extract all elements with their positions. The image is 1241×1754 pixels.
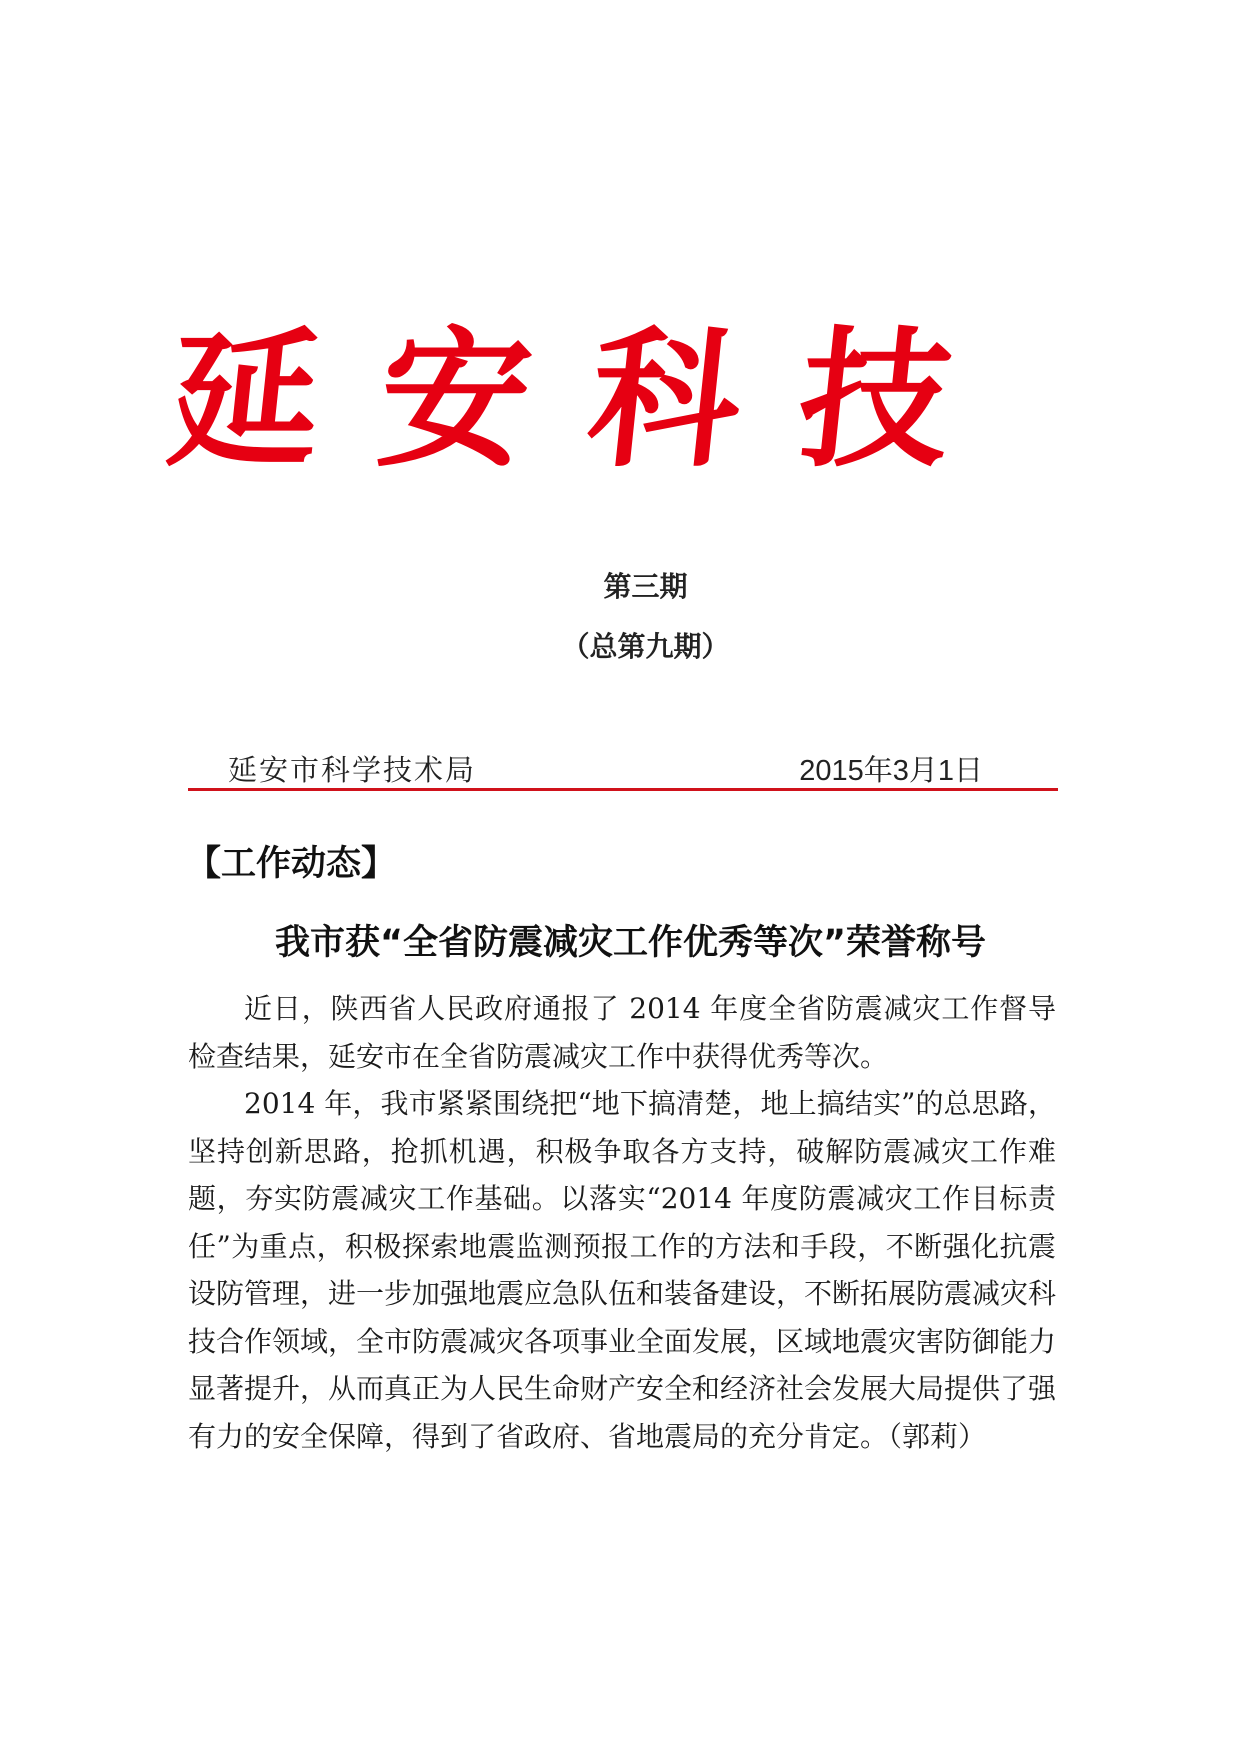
masthead-char: 延 [160, 312, 330, 488]
issue-total: （总第九期） [561, 630, 730, 663]
article-paragraph: 2014 年，我市紧紧围绕把“地下搞清楚，地上搞结实”的总思路，坚持创新思路，抢抓机遇，积极争取各方支持，破解防震减灾工作难题，夯实防震减灾工作基础。以落实“2014 年度防震减灾工作目标责任”为重点，积极探索地震监测预报工作的方法和手段，不断强化抗震设防管理，进一步加强地震应急队伍和装备建设，不断拓展防震减灾科技合作领域，全市防震减灾各项事业全面发展，区域地震灾害防御能力显著提升，从而真正为人民生命财产安全和经济社会发展大局提供了强有力的安全保障，得到了省政府、省地震局的充分肯定。（郭莉） [188, 1087, 1057, 1453]
issue-number: 第三期 [603, 570, 688, 603]
masthead-char: 科 [580, 312, 750, 488]
masthead-char: 安 [370, 312, 540, 488]
article-body [188, 985, 1056, 1460]
article-title: 我市获“全省防震减灾工作优秀等次”荣誉称号 [274, 923, 986, 963]
section-title: 【工作动态】 [186, 844, 397, 884]
publisher: 延安市科学技术局 [228, 753, 477, 787]
publication-date: 2015年3月1日 [799, 755, 983, 787]
article-paragraph: 近日，陕西省人民政府通报了 2014 年度全省防震减灾工作督导检查结果，延安市在全省防震减灾工作中获得优秀等次。 [188, 992, 1056, 1073]
masthead-char: 技 [790, 312, 960, 488]
publication-header [188, 748, 1058, 789]
header-divider [188, 788, 1058, 791]
masthead-title [160, 310, 960, 490]
